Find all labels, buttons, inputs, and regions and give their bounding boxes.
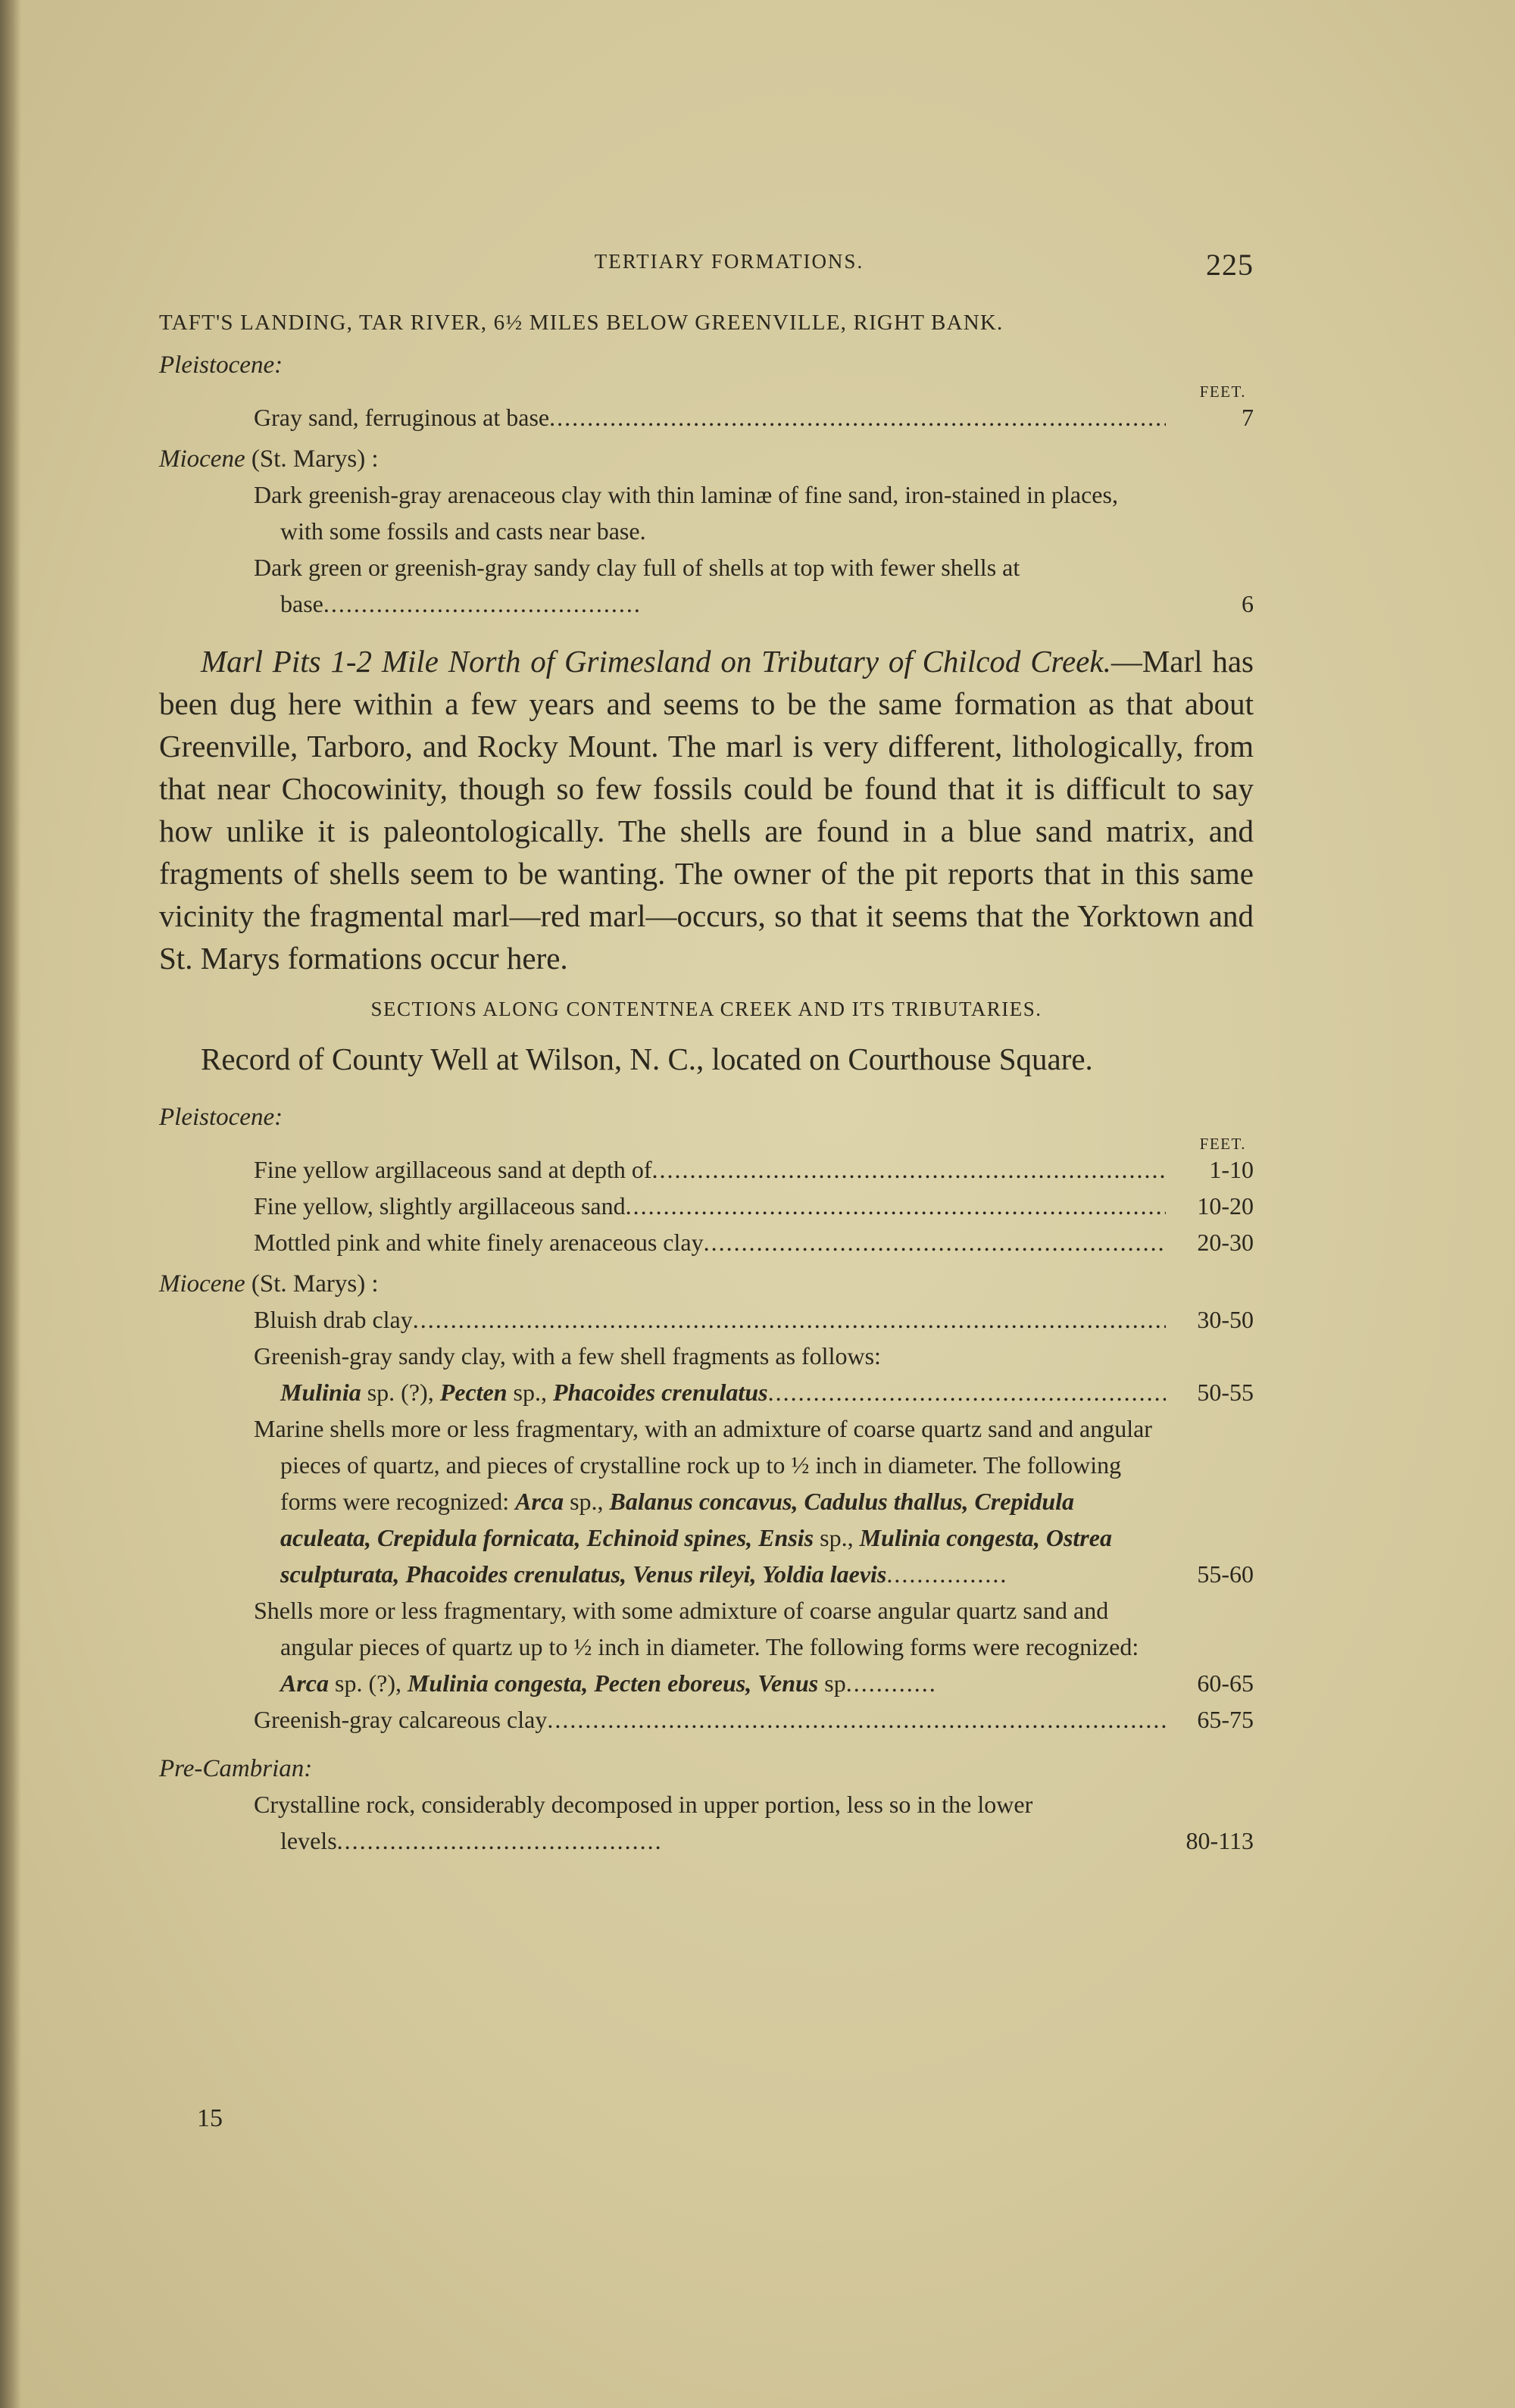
row-value: 55-60 [1197,1560,1254,1588]
row-desc: Fine yellow, slightly argillaceous sand [254,1192,626,1220]
species-name: Mulinia [280,1379,361,1406]
page-number: 225 [1206,248,1254,282]
wilson-precambrian-label: Pre-Cambrian: [159,1755,313,1782]
table-row [159,1301,1254,1338]
row-value: 10-20 [1197,1192,1254,1220]
wilson-feet-label: FEET. [1199,1135,1246,1153]
era-qualifier: (St. Marys) : [251,1270,379,1298]
row-desc: Dark greenish-gray arenaceous clay with thin laminæ of fine sand, iron-stained in places, with some fossils and casts near base. [254,481,1118,545]
tafts-miocene-row-2 [159,549,1254,622]
marl-pits-body: —Marl has been dug here within a few years and seems to be the same formation as that about Greenville, Tarboro, and Rocky Mount. The marl is very different, lithologically, from that near Chocowinity, though so few fossils could be found that it is difficult to say how unlike it is paleontologically. The shells are found in a blue sand matrix, and fragments of shells seem to be wanting. The owner of the pit reports that in this same vicinity the fragmental marl—red marl—occurs, so that it seems that the Yorktown and St. Marys formations occur here. [159,644,1254,976]
binding-edge [0,0,21,2408]
tafts-miocene-label [159,442,1254,476]
row-text: Crystalline rock, considerably decomposed in upper portion, less so in the lower levels [254,1791,1033,1854]
running-head [159,247,1254,285]
table-row [159,1338,1254,1374]
row-text: Marine shells more or less fragmentary, with an admixture of coarse quartz sand and angular pieces of quartz, and pieces of crystalline rock up to ½ inch in diameter. The following forms were recognized: [254,1415,1152,1515]
row-desc [280,1374,768,1410]
row-desc-text: Dark green or greenish-gray sandy clay full of shells at top with fewer shells at base [254,554,1020,617]
row-desc: Crystalline rock, considerably decomposed in upper portion, less so in the lower levels........................................... [254,1791,1033,1854]
species-name: Mulinia congesta, Pecten eboreus, Venus [407,1669,819,1697]
tafts-landing-heading: TAFT'S LANDING, TAR RIVER, 6½ MILES BELOW GREENVILLE, RIGHT BANK. [159,311,1004,335]
tafts-pleistocene-row [159,399,1254,436]
tafts-pleistocene-label: Pleistocene: [159,351,283,379]
table-row [159,1786,1254,1859]
row-desc: Dark green or greenish-gray sandy clay full of shells at top with fewer shells at base.......................................... [254,554,1020,617]
row-value: 30-50 [1197,1306,1254,1333]
row-desc: Fine yellow argillaceous sand at depth of [254,1156,652,1183]
row-desc: Marine shells more or less fragmentary, with an admixture of coarse quartz sand and angular pieces of quartz, and pieces of crystalline rock up to ½ inch in diameter. The following forms were recognized: Arca sp., Balanus concavus, Cadulus thallus, Crepidula aculeata, Crepidula fornicata, Echinoid spines, Ensis sp., Mulinia congesta, Ostrea sculpturata, Phacoides crenulatus, Venus rileyi, Yoldia laevis................ [254,1415,1152,1588]
row-desc: Mottled pink and white finely arenaceous clay [254,1229,704,1256]
species-name: Phacoides crenulatus [552,1379,768,1406]
table-row [159,1188,1254,1224]
row-text: sp. (?), [329,1669,408,1697]
species-name: Pecten [439,1379,508,1406]
row-value: 1-10 [1209,1156,1254,1183]
row-value: 20-30 [1197,1229,1254,1256]
era-name: Miocene [159,1270,245,1298]
signature-mark: 15 [197,2104,223,2132]
tafts-feet-label: FEET. [1199,383,1246,401]
table-row [159,1151,1254,1188]
row-text: sp., [814,1524,860,1551]
tafts-miocene-row-1 [159,476,1254,549]
row-desc: Shells more or less fragmentary, with some admixture of coarse angular quartz sand and angular pieces of quartz up to ½ inch in diameter. The following forms were recognized: Arca sp. (?), Mulinia congesta, Pecten eboreus, Venus sp............ [254,1597,1139,1697]
table-row [159,1410,1254,1592]
row-value: 7 [1242,404,1254,431]
wilson-well-intro: Record of County Well at Wilson, N. C., located on Courthouse Square. [201,1042,1093,1076]
running-title: TERTIARY FORMATIONS. [594,250,864,273]
row-value: 50-55 [1197,1379,1254,1406]
row-value: 80-113 [1185,1827,1254,1854]
row-text: sp., [564,1488,610,1515]
row-desc: Greenish-gray calcareous clay [254,1706,548,1733]
table-row [159,1224,1254,1260]
row-text: sp., [507,1379,553,1406]
table-row [159,1592,1254,1701]
row-desc: Greenish-gray sandy clay, with a few shell fragments as follows: [254,1342,881,1370]
row-text: Shells more or less fragmentary, with some admixture of coarse angular quartz sand and angular pieces of quartz up to ½ inch in diameter. The following forms were recognized: [254,1597,1139,1660]
row-text: sp [818,1669,846,1697]
row-text: sp. (?), [361,1379,440,1406]
marl-pits-title: Marl Pits 1-2 Mile North of Grimesland on Tributary of Chilcod Creek. [201,644,1111,679]
row-desc: Gray sand, ferruginous at base [254,404,550,431]
species-name: Mulinia congesta, Ostrea sculpturata, Phacoides crenulatus, Venus rileyi, Yoldia laevis [280,1524,1112,1588]
era-name: Miocene [159,445,245,473]
table-row [159,1374,1254,1410]
species-name: Balanus concavus, Cadulus thallus, Crepidula aculeata, Crepidula fornicata, Echinoid spines, Ensis [280,1488,1075,1551]
row-desc: Bluish drab clay [254,1306,413,1333]
wilson-pleistocene-label: Pleistocene: [159,1104,283,1131]
marl-pits-paragraph [159,640,1254,979]
row-value: 65-75 [1197,1706,1254,1733]
row-value: 6 [1242,590,1254,617]
table-row [159,1701,1254,1738]
wilson-miocene-label [159,1266,1254,1301]
species-name: Arca [280,1669,329,1697]
era-qualifier: (St. Marys) : [251,445,379,473]
page-content [159,311,1254,1859]
species-name: Arca [515,1488,564,1515]
row-value: 60-65 [1197,1669,1254,1697]
contentnea-heading: SECTIONS ALONG CONTENTNEA CREEK AND ITS TRIBUTARIES. [370,998,1042,1020]
